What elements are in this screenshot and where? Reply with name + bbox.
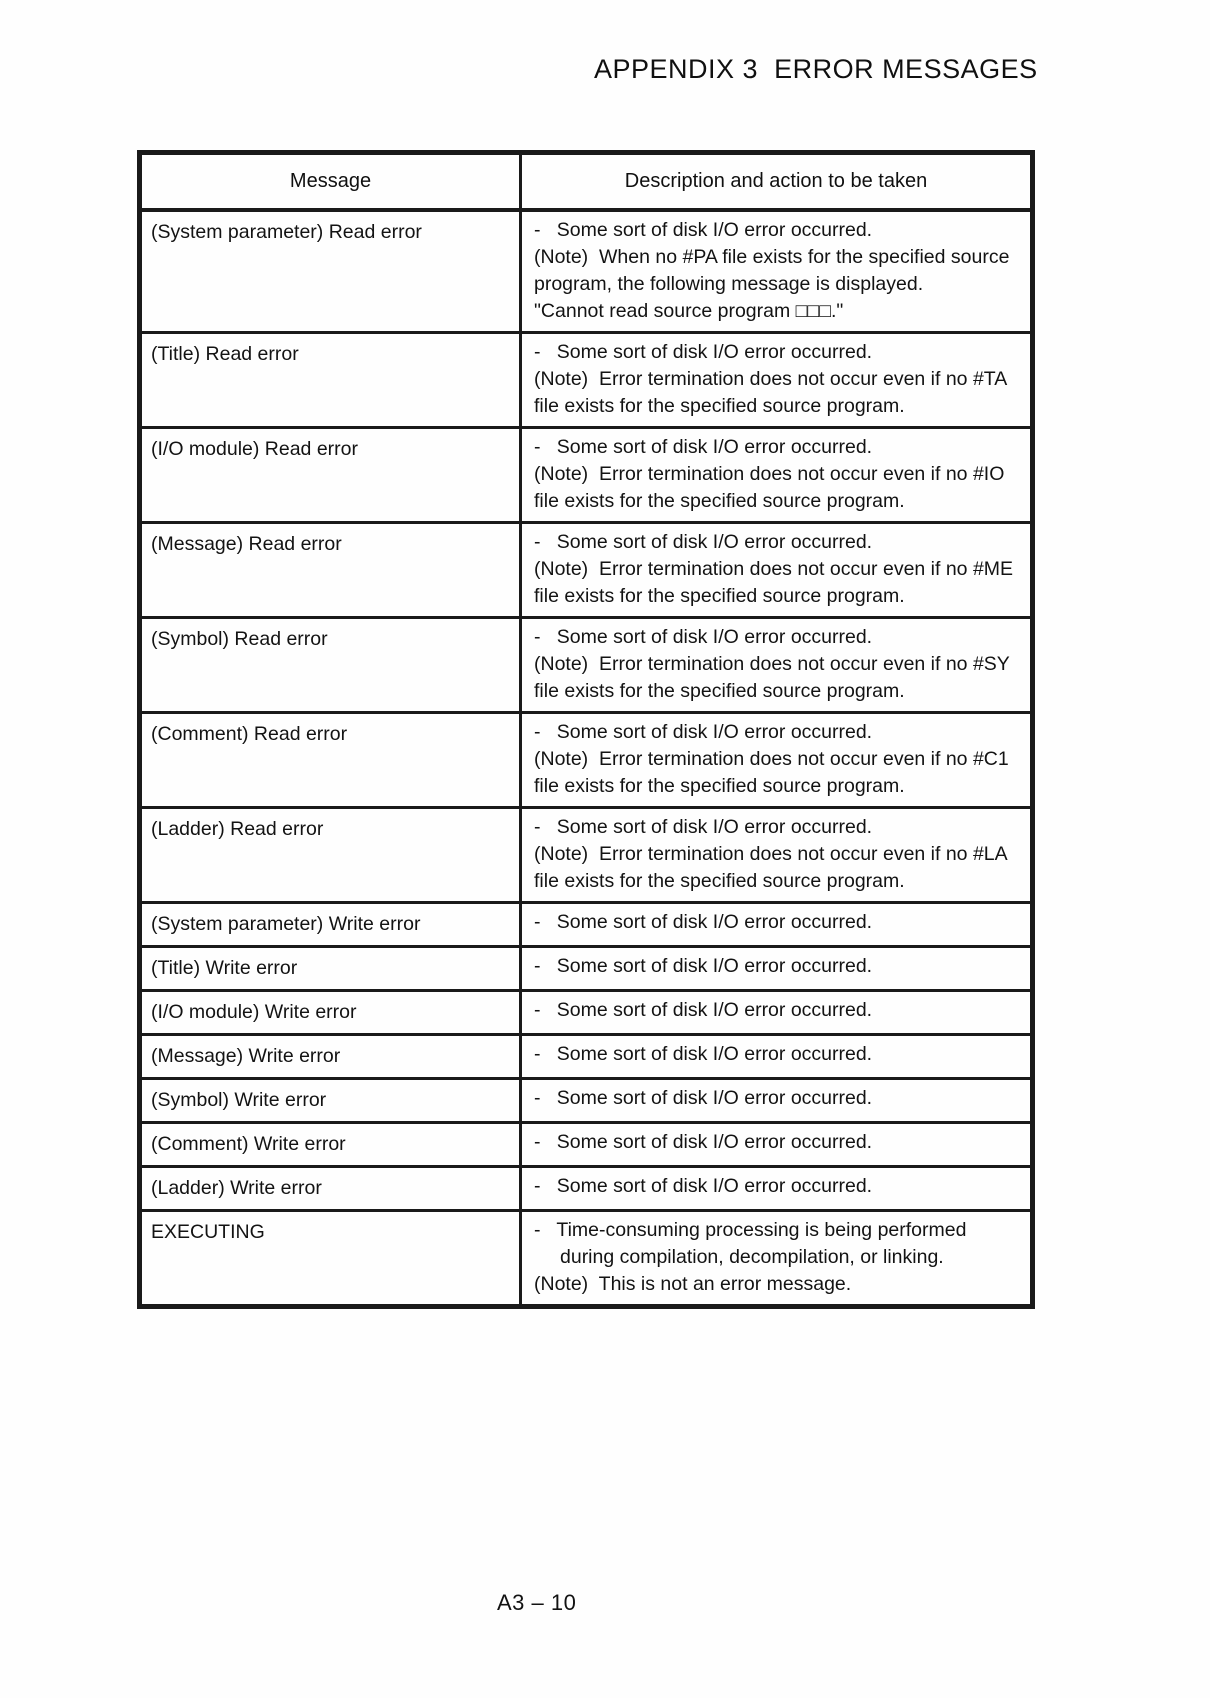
message-text: (Message) Read error (151, 533, 342, 555)
description-bullet: - Some sort of disk I/O error occurred. (534, 531, 873, 553)
table-row (140, 1079, 1033, 1123)
message-cell (140, 947, 521, 991)
description-cell (521, 618, 1033, 713)
description-cell (521, 1167, 1033, 1211)
description-cell (521, 523, 1033, 618)
table-row (140, 947, 1033, 991)
message-cell (140, 1167, 521, 1211)
description-note: (Note) Error termination does not occur even if no #ME file exists for the specified source program. (534, 558, 1019, 607)
description-bullet: - Some sort of disk I/O error occurred. (534, 721, 873, 743)
message-cell (140, 991, 521, 1035)
description-note: (Note) Error termination does not occur even if no #SY file exists for the specified source program. (534, 653, 1015, 702)
message-text: (Ladder) Read error (151, 818, 324, 840)
message-cell (140, 1211, 521, 1307)
description-bullet: - Some sort of disk I/O error occurred. (534, 1131, 873, 1153)
description-cell (521, 903, 1033, 947)
description-cell (521, 333, 1033, 428)
page-number: A3 – 10 (497, 1590, 577, 1615)
message-cell (140, 808, 521, 903)
message-cell (140, 428, 521, 523)
description-bullet: - Some sort of disk I/O error occurred. (534, 1087, 873, 1109)
description-cell (521, 1211, 1033, 1307)
description-note-quote: "Cannot read source program □□□." (534, 300, 844, 322)
message-text: (Symbol) Write error (151, 1089, 327, 1111)
description-note: (Note) When no #PA file exists for the specified source program, the following message is displayed. (534, 246, 1015, 295)
message-text: (System parameter) Read error (151, 221, 422, 243)
description-bullet: - Some sort of disk I/O error occurred. (534, 911, 873, 933)
table-row (140, 808, 1033, 903)
message-text: (Ladder) Write error (151, 1177, 322, 1199)
description-bullet: - Some sort of disk I/O error occurred. (534, 1175, 873, 1197)
message-text: (I/O module) Read error (151, 438, 358, 460)
description-cell (521, 991, 1033, 1035)
description-note: (Note) This is not an error message. (534, 1273, 852, 1295)
table-row (140, 523, 1033, 618)
message-cell (140, 1123, 521, 1167)
table-row (140, 1123, 1033, 1167)
description-note: (Note) Error termination does not occur even if no #IO file exists for the specified source program. (534, 463, 1010, 512)
table-row (140, 333, 1033, 428)
description-cell (521, 428, 1033, 523)
table-row (140, 713, 1033, 808)
table-row (140, 1211, 1033, 1307)
description-cell (521, 713, 1033, 808)
message-text: (Message) Write error (151, 1045, 341, 1067)
message-cell (140, 210, 521, 333)
message-cell (140, 523, 521, 618)
description-cell (521, 210, 1033, 333)
description-cell (521, 947, 1033, 991)
message-cell (140, 618, 521, 713)
description-note: (Note) Error termination does not occur even if no #LA file exists for the specified source program. (534, 843, 1012, 892)
table-row (140, 903, 1033, 947)
table-row (140, 1167, 1033, 1211)
description-note: (Note) Error termination does not occur even if no #TA file exists for the specified source program. (534, 368, 1012, 417)
message-text: (Comment) Write error (151, 1133, 346, 1155)
message-text: (Symbol) Read error (151, 628, 328, 650)
description-cell (521, 808, 1033, 903)
description-cell (521, 1035, 1033, 1079)
table-row (140, 428, 1033, 523)
page-title: APPENDIX 3 ERROR MESSAGES (594, 54, 1038, 84)
message-text: (Title) Read error (151, 343, 299, 365)
message-text: (Title) Write error (151, 957, 298, 979)
table-row (140, 991, 1033, 1035)
description-bullet: - Some sort of disk I/O error occurred. (534, 1043, 873, 1065)
message-cell (140, 1035, 521, 1079)
message-cell (140, 333, 521, 428)
description-bullet: - Some sort of disk I/O error occurred. (534, 999, 873, 1021)
description-bullet: - Some sort of disk I/O error occurred. (534, 626, 873, 648)
description-bullet: - Time-consuming processing is being performed during compilation, decompilation, or linking. (534, 1219, 972, 1268)
column-header-description: Description and action to be taken (521, 153, 1033, 211)
table-header-row (140, 153, 1033, 211)
column-header-message: Message (140, 153, 521, 211)
table-row (140, 618, 1033, 713)
description-bullet: - Some sort of disk I/O error occurred. (534, 341, 873, 363)
description-bullet: - Some sort of disk I/O error occurred. (534, 955, 873, 977)
message-cell (140, 1079, 521, 1123)
description-cell (521, 1079, 1033, 1123)
table-row (140, 210, 1033, 333)
description-bullet: - Some sort of disk I/O error occurred. (534, 436, 873, 458)
message-text: EXECUTING (151, 1221, 265, 1243)
message-text: (I/O module) Write error (151, 1001, 357, 1023)
message-text: (Comment) Read error (151, 723, 348, 745)
description-cell (521, 1123, 1033, 1167)
message-cell (140, 903, 521, 947)
message-cell (140, 713, 521, 808)
error-messages-table (137, 150, 1035, 1309)
description-bullet: - Some sort of disk I/O error occurred. (534, 219, 873, 241)
message-text: (System parameter) Write error (151, 913, 421, 935)
description-note: (Note) Error termination does not occur even if no #C1 file exists for the specified source program. (534, 748, 1015, 797)
table-row (140, 1035, 1033, 1079)
description-bullet: - Some sort of disk I/O error occurred. (534, 816, 873, 838)
